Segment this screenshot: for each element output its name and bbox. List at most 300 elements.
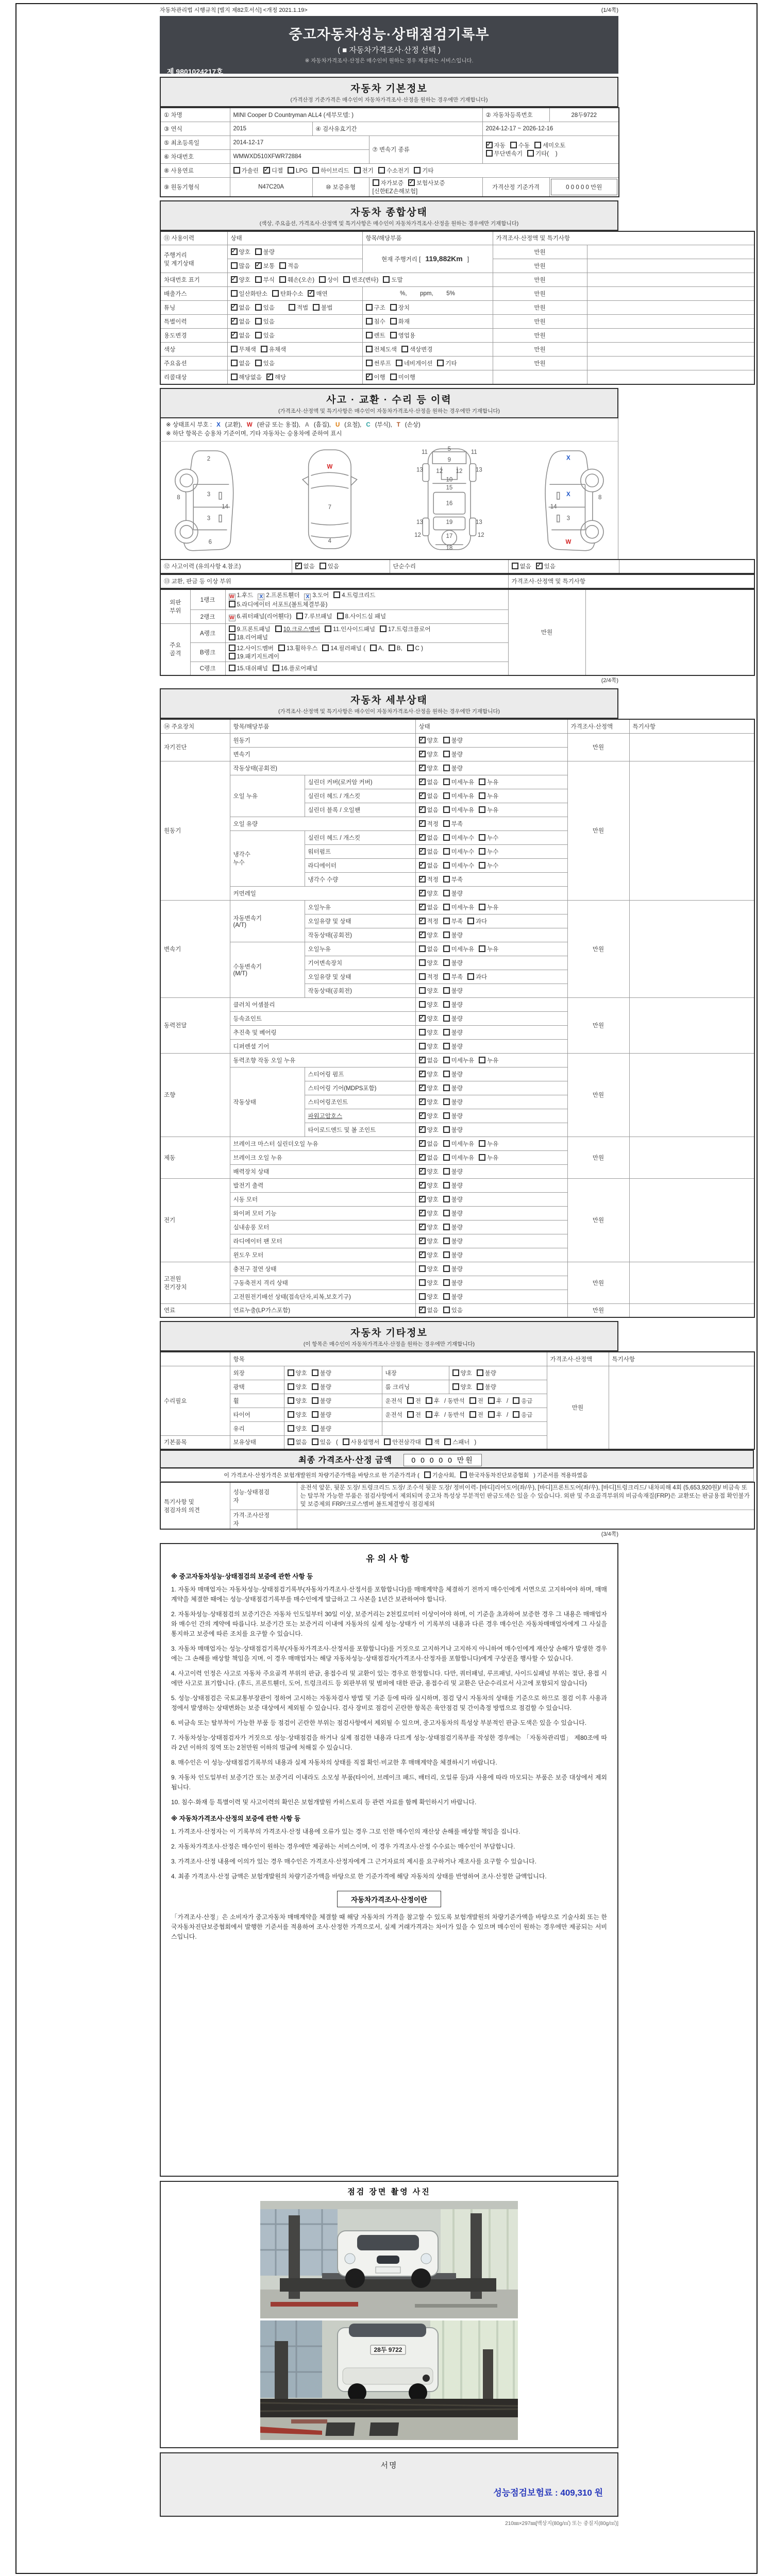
checkbox[interactable] [231, 290, 238, 297]
checkbox[interactable] [419, 1293, 426, 1300]
car-underside-view[interactable] [400, 443, 499, 556]
checkbox[interactable] [419, 1265, 426, 1272]
checkbox[interactable] [419, 890, 426, 896]
option: 불량 [443, 1197, 463, 1203]
checkbox[interactable] [443, 876, 450, 883]
checkbox[interactable] [325, 625, 331, 632]
checkbox[interactable] [426, 1397, 432, 1404]
checkbox[interactable] [443, 1196, 450, 1202]
checkbox[interactable] [443, 1140, 450, 1147]
option: ✓ 양호 [419, 933, 439, 939]
car-right-side-view[interactable] [519, 443, 618, 556]
checkbox[interactable] [419, 1112, 426, 1119]
option: A [305, 421, 309, 428]
checkbox[interactable] [419, 1279, 426, 1286]
table-cell [415, 1053, 567, 1067]
checkbox[interactable] [263, 167, 270, 174]
checkbox[interactable] [408, 179, 415, 186]
checkbox[interactable] [255, 248, 262, 255]
checkbox[interactable] [443, 945, 450, 952]
checkbox[interactable] [231, 374, 238, 380]
checkbox[interactable] [534, 142, 541, 148]
checkbox[interactable] [255, 318, 262, 325]
checkbox[interactable] [390, 332, 397, 338]
checkbox[interactable] [443, 1182, 450, 1189]
table-cell [415, 984, 567, 997]
checkbox[interactable] [319, 276, 326, 283]
checkbox[interactable] [443, 1015, 450, 1022]
checkbox[interactable] [419, 1210, 426, 1216]
checkbox[interactable] [229, 665, 236, 671]
diagram-label-7: 7 [328, 504, 331, 511]
table-cell: 2015 [230, 122, 312, 135]
checkbox[interactable] [443, 1001, 450, 1008]
checkbox[interactable] [419, 1238, 426, 1244]
checkbox[interactable] [384, 1438, 391, 1445]
checkbox[interactable] [419, 1168, 426, 1175]
checkbox[interactable] [419, 751, 426, 757]
checkbox[interactable] [272, 290, 279, 297]
checkbox[interactable] [443, 1154, 450, 1161]
option: ✓ 이행 [366, 375, 385, 381]
option: 탄화수소 [272, 291, 303, 297]
table-cell [297, 1510, 754, 1530]
checkbox[interactable] [479, 806, 485, 813]
checkbox[interactable] [419, 778, 426, 785]
notice-item: 9. 자동차 인도일부터 보증기간 또는 보증거리 이내라도 소모성 부품(타이어, 브레이크 패드, 배터리, 오일류 등)과 사용에 따라 마모되는 부품은 보증 대상에서 제외됩니다. [171, 1774, 607, 1791]
checkbox[interactable] [389, 645, 395, 651]
option: 양호 [288, 1370, 307, 1377]
option: 전기 [354, 168, 374, 174]
checkbox[interactable] [229, 645, 236, 651]
checkbox[interactable] [370, 645, 377, 651]
checkbox[interactable] [510, 142, 517, 148]
checkbox[interactable] [255, 360, 262, 366]
checkbox[interactable] [419, 1182, 426, 1189]
checkbox[interactable] [231, 276, 238, 283]
checkbox[interactable] [443, 987, 450, 994]
car-top-view[interactable] [280, 443, 379, 556]
checkbox[interactable] [231, 360, 238, 366]
table-cell: %, ppm, 5% [362, 287, 493, 301]
checkbox[interactable] [513, 1397, 519, 1404]
checkbox[interactable] [373, 179, 379, 186]
checkbox[interactable] [378, 167, 385, 174]
checkbox[interactable] [366, 318, 373, 325]
checkbox[interactable] [479, 848, 485, 855]
checkbox[interactable] [443, 1279, 450, 1286]
checkbox[interactable] [513, 1411, 519, 1418]
checkbox[interactable] [443, 751, 450, 757]
checkbox[interactable] [419, 1098, 426, 1105]
checkbox[interactable] [467, 973, 474, 980]
section-title: 사고 · 교환 · 수리 등 이력 [326, 394, 452, 405]
checkbox[interactable] [414, 167, 421, 174]
table-cell [227, 245, 362, 259]
checkbox[interactable] [231, 304, 238, 311]
checkbox[interactable] [333, 591, 340, 598]
diagram-label-2: 2 [207, 455, 211, 462]
table-cell [362, 357, 493, 370]
table-cell: 고전원전기배선 상태(접속단자,피복,보호기구) [230, 1290, 415, 1303]
checkbox[interactable] [479, 945, 485, 952]
checkbox[interactable] [343, 276, 350, 283]
checkbox[interactable] [288, 1411, 294, 1418]
checkbox[interactable] [288, 1425, 294, 1432]
checkbox[interactable] [479, 1154, 485, 1161]
checkbox[interactable] [288, 1383, 294, 1390]
checkbox[interactable] [419, 1251, 426, 1258]
checkbox[interactable] [486, 150, 493, 157]
table-cell: 조향 [160, 1053, 230, 1137]
notice-item: 4. 사고이력 인정은 사고로 자동차 주요골격 부위의 판금, 용접수리 및 교환이 있는 경우로 한정합니다. 다만, 쿼터패널, 루프패널, 사이드실패널 부위는 절단, 용접 시에만 사고로 표기합니다. (후드, 프론트휀더, 도어, 트렁크리드 등 외판부위 및 범퍼에 대한 판금, 용접수리 및 교환은 단순수리로서 사고에 포함되지 않습니다) [171, 1670, 607, 1687]
table-cell: 항목/해당부품 [230, 719, 415, 733]
checkbox[interactable] [255, 332, 262, 338]
checkbox[interactable] [469, 1411, 476, 1418]
checkbox[interactable] [486, 142, 493, 148]
checkbox[interactable] [419, 973, 426, 980]
checkbox[interactable] [366, 374, 373, 380]
checkbox[interactable] [452, 1383, 459, 1390]
checkbox[interactable] [229, 601, 236, 607]
checkbox[interactable] [401, 346, 408, 352]
checkbox[interactable] [443, 959, 450, 966]
checkbox[interactable] [419, 1154, 426, 1161]
option: ✓ 양호 [419, 766, 439, 772]
checkbox[interactable] [419, 904, 426, 910]
checkbox[interactable] [419, 1126, 426, 1133]
option: ✓ 디젤 [263, 168, 283, 174]
checkbox[interactable] [312, 1438, 318, 1445]
checkbox[interactable] [279, 276, 286, 283]
option: T [396, 421, 400, 428]
checkbox[interactable] [467, 918, 474, 924]
checkbox[interactable] [443, 1293, 450, 1300]
checkbox[interactable] [512, 563, 518, 569]
checkbox[interactable] [477, 1369, 483, 1376]
checkbox[interactable] [443, 806, 450, 813]
diagram-label-12: 12 [456, 468, 462, 474]
checkbox[interactable] [288, 1438, 294, 1445]
checkbox[interactable] [320, 563, 326, 569]
checkbox[interactable] [426, 1438, 432, 1445]
checkbox[interactable] [312, 167, 319, 174]
checkbox[interactable] [296, 613, 303, 619]
table-cell [415, 1290, 567, 1303]
checkbox[interactable] [419, 1084, 426, 1091]
mark-W[interactable]: W [229, 594, 234, 600]
option: 17.트렁크플로어 [380, 626, 431, 633]
checkbox[interactable] [366, 346, 373, 352]
checkbox[interactable] [419, 834, 426, 841]
table-cell [415, 831, 567, 844]
option: ✓ 양호 [419, 752, 439, 758]
option: ✓ 없음 [419, 863, 439, 869]
checkbox[interactable] [424, 1471, 431, 1478]
table-cell: 실린더 블록 / 오일팬 [305, 803, 415, 817]
option: 이 가격조사·산정가격은 보험개발원의 차량기준가액을 바탕으로 한 기준가격과 ( [224, 1472, 419, 1479]
checkbox[interactable] [419, 806, 426, 813]
table-cell: 용도변경 [160, 329, 227, 343]
car-left-side-view[interactable] [161, 443, 260, 556]
option: 누유 [479, 1155, 498, 1161]
checkbox[interactable] [419, 1001, 426, 1008]
checkbox[interactable] [390, 304, 397, 311]
checkbox[interactable] [479, 778, 485, 785]
option: ✓ 보험사보증 [408, 180, 445, 187]
checkbox[interactable] [460, 1471, 467, 1478]
table-cell: 가격·조사산정 자 [230, 1510, 297, 1530]
checkbox[interactable] [426, 1411, 432, 1418]
option: 없음 [288, 1439, 307, 1446]
checkbox[interactable] [419, 1071, 426, 1077]
checkbox[interactable] [419, 876, 426, 883]
checkbox[interactable] [443, 1098, 450, 1105]
checkbox[interactable] [390, 318, 397, 325]
checkbox[interactable] [443, 1126, 450, 1133]
checkbox[interactable] [527, 150, 534, 157]
checkbox[interactable] [383, 276, 390, 283]
checkbox[interactable] [443, 1224, 450, 1230]
checkbox[interactable] [469, 1397, 476, 1404]
checkbox[interactable] [407, 1411, 414, 1418]
checkbox[interactable] [313, 304, 320, 311]
checkbox[interactable] [312, 1397, 318, 1404]
checkbox[interactable] [443, 862, 450, 869]
checkbox[interactable] [443, 1307, 450, 1313]
checkbox[interactable] [479, 792, 485, 799]
option: (부식), [375, 421, 392, 428]
checkbox[interactable] [419, 1196, 426, 1202]
table-cell: 만원 [493, 301, 587, 315]
checkbox[interactable] [288, 167, 294, 174]
option: 불량 [477, 1384, 496, 1391]
checkbox[interactable] [255, 276, 262, 283]
diagram-label-W: W [327, 464, 333, 470]
table-cell [587, 259, 754, 273]
checkbox[interactable] [229, 634, 236, 640]
checkbox[interactable] [419, 1043, 426, 1049]
checkbox[interactable] [266, 374, 273, 380]
checkbox[interactable] [443, 834, 450, 841]
checkbox[interactable] [396, 360, 402, 366]
state-code-legend [160, 418, 618, 442]
checkbox[interactable] [443, 904, 450, 910]
checkbox[interactable] [312, 1411, 318, 1418]
checkbox[interactable] [289, 304, 295, 311]
mark-W[interactable]: W [229, 615, 234, 621]
table-cell: 운전석 앞문, 뒷문 도장/ 트렁크리드 도장/ 조수석 뒷문 도장/ 정비이력- [바디]리어도어(좌/우), [바디]프론트도어(좌/우), [바디]트렁크리드/ 내차피해 4회 (5,653,920원)/ 비금속 또는 탈부착 가능한 부품은 점검사항에서 제외되며 중고차 특성상 부분적인 판금도색은 있을 수 있습니다. 외판 및 주요골격부위의 비금속재질(FRP)은 교환또는 판금용접 확인불가 및 보증제외 FRP/크로스멤버 볼트체결방식 점검제외 [297, 1482, 754, 1510]
checkbox[interactable] [231, 248, 238, 255]
option: 누수 [479, 863, 498, 869]
checkbox[interactable] [443, 765, 450, 771]
table-cell: 만원 [547, 1366, 609, 1449]
checkbox[interactable] [443, 973, 450, 980]
option: X [216, 421, 221, 428]
table-cell [609, 1366, 754, 1449]
checkbox[interactable] [366, 304, 373, 311]
option: / [506, 1412, 509, 1418]
checkbox[interactable] [255, 262, 262, 269]
checkbox[interactable] [419, 862, 426, 869]
form-reference-line [160, 5, 618, 14]
checkbox[interactable] [233, 167, 240, 174]
checkbox[interactable] [366, 360, 373, 366]
checkbox[interactable] [443, 848, 450, 855]
option: 불량 [443, 1086, 463, 1092]
diagram-label-10: 10 [445, 476, 452, 483]
price-standard-line [160, 1468, 754, 1482]
checkbox[interactable] [231, 318, 238, 325]
checkbox[interactable] [231, 346, 238, 352]
checkbox[interactable] [261, 346, 267, 352]
checkbox[interactable] [479, 1057, 485, 1063]
option: 불량 [312, 1370, 331, 1377]
checkbox[interactable] [380, 625, 386, 632]
checkbox[interactable] [288, 1397, 294, 1404]
checkbox[interactable] [443, 1071, 450, 1077]
table-cell [230, 163, 619, 177]
checkbox[interactable] [255, 304, 262, 311]
checkbox[interactable] [419, 820, 426, 827]
checkbox[interactable] [443, 737, 450, 743]
checkbox[interactable] [419, 987, 426, 994]
checkbox[interactable] [536, 563, 543, 569]
checkbox[interactable] [419, 918, 426, 924]
checkbox[interactable] [444, 1438, 451, 1445]
checkbox[interactable] [419, 1057, 426, 1063]
checkbox[interactable] [354, 167, 361, 174]
option: 후 [426, 1412, 440, 1418]
checkbox[interactable] [231, 332, 238, 338]
checkbox[interactable] [479, 862, 485, 869]
option: 불량 [443, 1211, 463, 1217]
checkbox[interactable] [452, 1369, 459, 1376]
mark-X[interactable]: X [304, 594, 311, 600]
option: ✓ 있음 [536, 564, 556, 570]
option: 불량 [443, 1044, 463, 1050]
checkbox[interactable] [419, 1140, 426, 1147]
checkbox[interactable] [443, 1043, 450, 1049]
checkbox[interactable] [419, 792, 426, 799]
checkbox[interactable] [419, 945, 426, 952]
checkbox[interactable] [443, 1168, 450, 1175]
checkbox[interactable] [479, 834, 485, 841]
checkbox[interactable] [443, 1084, 450, 1091]
checkbox[interactable] [479, 904, 485, 910]
checkbox[interactable] [366, 332, 373, 338]
option: 미세누유 [443, 1058, 474, 1064]
table-cell [382, 1394, 547, 1408]
inspection-photo-rear[interactable] [260, 2320, 518, 2440]
checkbox[interactable] [443, 1112, 450, 1119]
option: 불량 [312, 1384, 331, 1391]
checkbox[interactable] [443, 1238, 450, 1244]
checkbox[interactable] [419, 848, 426, 855]
checkbox[interactable] [443, 918, 450, 924]
checkbox[interactable] [443, 1265, 450, 1272]
checkbox[interactable] [419, 765, 426, 771]
checkbox[interactable] [407, 1397, 414, 1404]
checkbox[interactable] [419, 1015, 426, 1022]
table-cell: 28두9722 [549, 108, 619, 122]
checkbox[interactable] [295, 563, 302, 569]
table-cell [482, 135, 619, 163]
checkbox[interactable] [419, 1224, 426, 1230]
checkbox[interactable] [443, 1251, 450, 1258]
table-cell: 만원 [567, 1303, 629, 1317]
final-price-amount: 0 0 0 0 0 만원 [404, 1454, 481, 1466]
checkbox[interactable] [308, 290, 314, 297]
option: ✓ 양호 [419, 1239, 439, 1245]
checkbox[interactable] [419, 737, 426, 743]
section-title: 자동차 종합상태 [350, 207, 428, 218]
checkbox[interactable] [288, 1369, 294, 1376]
checkbox[interactable] [488, 1397, 495, 1404]
checkbox[interactable] [279, 262, 286, 269]
checkbox[interactable] [273, 665, 279, 671]
checkbox[interactable] [419, 931, 426, 938]
checkbox[interactable] [312, 1425, 318, 1432]
checkbox[interactable] [312, 1369, 318, 1376]
table-cell: 워터펌프 [305, 844, 415, 858]
checkbox[interactable] [312, 1383, 318, 1390]
checkbox[interactable] [443, 890, 450, 896]
checkbox[interactable] [229, 625, 236, 632]
table-cell [362, 329, 493, 343]
checkbox[interactable] [443, 1210, 450, 1216]
option: 없음 [512, 564, 531, 570]
checkbox[interactable] [337, 613, 344, 619]
checkbox[interactable] [488, 1411, 495, 1418]
checkbox[interactable] [407, 645, 414, 651]
table-cell: ⑫ 사고이력 (유의사항 4.참조) [160, 560, 292, 573]
checkbox[interactable] [443, 820, 450, 827]
table-cell: 가격조사·산정액 및 특기사항 [493, 231, 754, 245]
table-cell [629, 900, 754, 997]
inspection-photo-front[interactable] [260, 2201, 518, 2318]
checkbox[interactable] [343, 1438, 349, 1445]
table-cell [415, 1123, 567, 1137]
table-cell [227, 370, 362, 384]
section-subtitle: (가격조사·산정액 및 특기사항은 매수인이 자동차가격조사·산정을 원하는 경우에만 기재합니다) [278, 708, 500, 715]
option: 누유 [479, 1141, 498, 1147]
checkbox[interactable] [443, 1029, 450, 1036]
checkbox[interactable] [477, 1383, 483, 1390]
checkbox[interactable] [443, 931, 450, 938]
checkbox[interactable] [390, 374, 397, 380]
checkbox[interactable] [322, 645, 329, 651]
checkbox[interactable] [419, 1029, 426, 1036]
checkbox[interactable] [419, 1307, 426, 1313]
table-cell [227, 301, 362, 315]
checkbox[interactable] [437, 360, 444, 366]
option: 구조 [366, 305, 385, 311]
checkbox[interactable] [278, 645, 285, 651]
option: 불량 [443, 1016, 463, 1022]
checkbox[interactable] [479, 1140, 485, 1147]
checkbox[interactable] [443, 792, 450, 799]
mark-X[interactable]: X [258, 594, 264, 600]
checkbox[interactable] [229, 653, 236, 659]
checkbox[interactable] [275, 625, 282, 632]
table-cell: ⑬ 교환, 판금 등 이상 부위 [160, 574, 508, 588]
table-cell: 동력전달 [160, 997, 230, 1053]
checkbox[interactable] [231, 262, 238, 269]
checkbox[interactable] [443, 1057, 450, 1063]
checkbox[interactable] [419, 959, 426, 966]
checkbox[interactable] [443, 778, 450, 785]
